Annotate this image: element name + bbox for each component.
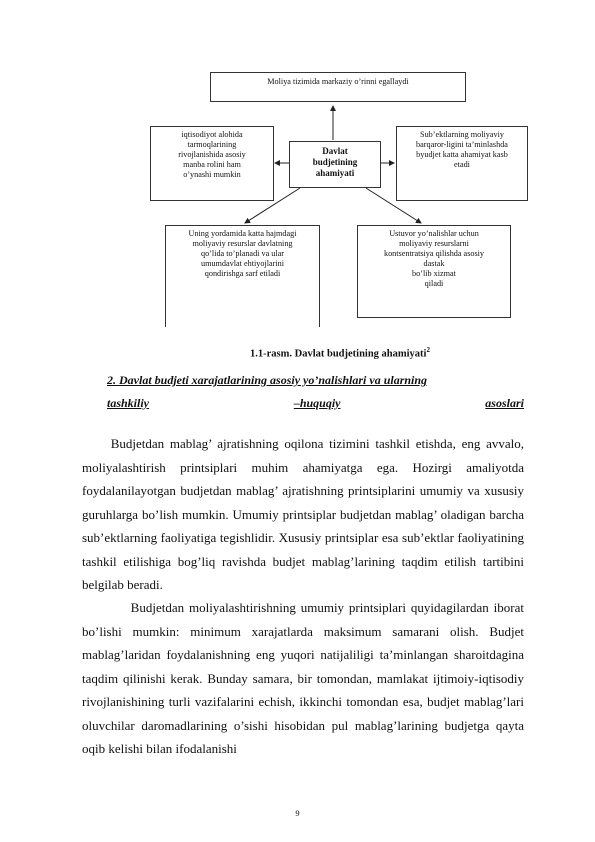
diagram-top-box: Moliya tizimida markaziy o’rinni egallaydi (210, 72, 466, 102)
paragraph-2: Budjetdan moliyalashtirishning umumiy printsiplari quyidagilardan iborat bo’lishi mumkin: minimum xarajatlarda maksimum samarani olish. Budjet mablag’laridan foydalanishning eng yuqori natijaliligi ta’minlangan sharoitdagina taqdim qilinishi kerak. Bunday samara, bir tomondan, mamlakat ijtimoiy-iqtisodiy rivojlanishining turli vazifalarini echish, ikkinchi tomondan esa, budjet mablag’lari oluvchilar daromadlarining o’sishi hisobidan pul mablag’larining budjetga qayta oqib kelishi bilan ifodalanishi (82, 600, 524, 756)
section-heading-line1: 2. Davlat budjeti xarajatlarining asosiy yo’nalishlari va ularning (107, 373, 428, 387)
diagram-left-box: iqtisodiyot alohida tarmoqlarining rivojlanishida asosiy manba rolini ham o’ynashi mumkin (150, 126, 274, 201)
page-number: 9 (295, 808, 300, 818)
diagram-right-box: Sub’ektlarning moliyaviy barqaror-ligini ta’minlashda byudjet katta ahamiyat kasb etadi (396, 126, 528, 201)
figure-caption (250, 346, 430, 360)
caption-text: 1.1-rasm. Davlat budjetining ahamiyati (250, 348, 427, 360)
diagram-bottom-right-box: Ustuvor yo’nalishlar uchun moliyaviy resurslarni kontsentratsiya qilishda asosiy dastak bo’lib xizmat qiladi (357, 225, 511, 318)
section-heading-line2 (107, 396, 524, 411)
heading-word-2: –huquqiy (293, 396, 341, 410)
paragraph-1: Budjetdan mablag’ ajratishning oqilona tizimini tashkil etishda, eng avvalo, moliyalashtirish printsiplari muhim ahamiyatga ega. Hozirgi amaliyotda foydalanilayotgan budjetdan mablag’ ajratishning printsiplarini umumiy va xususiy guruhlarga bo’lish mumkin. Umumiy printsiplar budjetdan mablag’ oladigan barcha sub’ektlarning faoliyatiga tegishlidir. Xususiy printsiplar esa sub’ektlar faoliyatining tashkil etilishiga bog’liq ravishda budjet mablag’larining taqdim etilish tartibini belgilab beradi. (82, 436, 524, 592)
diagram-bottom-left-box: Uning yordamida katta hajmdagi moliyaviy resurslar davlatning qo’lida to’planadi va ular umumdavlat ehtiyojlarini qondirishga sarf etiladi (165, 225, 320, 327)
caption-footnote: 2 (426, 346, 430, 354)
diagram-center-box: Davlat budjetining ahamiyati (289, 141, 381, 188)
heading-word-3: asoslari (485, 396, 524, 410)
heading-word-1: tashkiliy (107, 396, 150, 410)
